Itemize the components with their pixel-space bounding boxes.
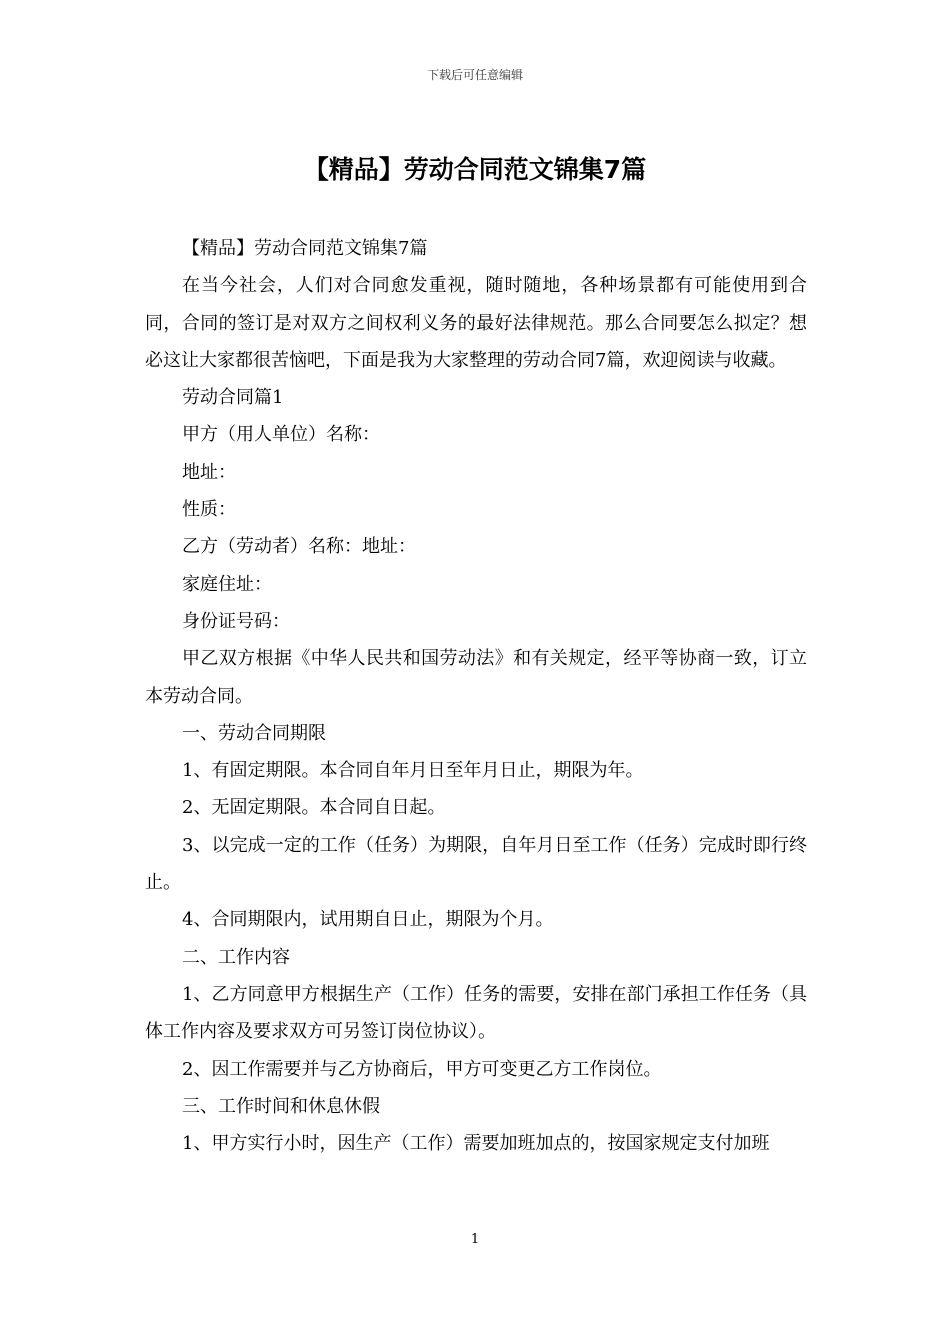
section-heading: 三、工作时间和休息休假 bbox=[182, 1095, 380, 1117]
paragraph: 4、合同期限内，试用期自日止，期限为个月。 bbox=[182, 909, 554, 931]
paragraph: 甲乙双方根据《中华人民共和国劳动法》和有关规定，经平等协商一致，订立本劳动合同。 bbox=[145, 648, 807, 707]
paragraph: 1、甲方实行小时，因生产（工作）需要加班加点的，按国家规定支付加班 bbox=[182, 1133, 770, 1155]
paragraph: 家庭住址： bbox=[182, 573, 272, 595]
paragraph: 甲方（用人单位）名称： bbox=[182, 424, 380, 446]
paragraph: 在当今社会，人们对合同愈发重视，随时随地，各种场景都有可能使用到合同，合同的签订是对双方之间权利义务的最好法律规范。那么合同要怎么拟定？想必这让大家都很苦恼吧，下面是我为大家整理的劳动合同7篇，欢迎阅读与收藏。 bbox=[145, 275, 807, 371]
paragraph: 2、无固定期限。本合同自日起。 bbox=[182, 797, 446, 819]
paragraph: 1、有固定期限。本合同自年月日至年月日止，期限为年。 bbox=[182, 760, 644, 782]
document-title: 【精品】劳动合同范文锦集7篇 bbox=[303, 155, 647, 184]
paragraph: 乙方（劳动者）名称：地址： bbox=[182, 536, 416, 558]
header-note: 下载后可任意编辑 bbox=[426, 68, 523, 82]
paragraph: 3、以完成一定的工作（任务）为期限，自年月日至工作（任务）完成时即行终止。 bbox=[145, 834, 807, 894]
paragraph: 1、乙方同意甲方根据生产（工作）任务的需要，安排在部门承担工作任务（具体工作内容及要求双方可另签订岗位协议）。 bbox=[145, 983, 807, 1043]
paragraph: 2、因工作需要并与乙方协商后，甲方可变更乙方工作岗位。 bbox=[182, 1058, 662, 1080]
document-body bbox=[145, 230, 807, 1162]
paragraph: 【精品】劳动合同范文锦集7篇 bbox=[182, 238, 428, 259]
section-heading: 一、劳动合同期限 bbox=[182, 722, 326, 744]
paragraph: 劳动合同篇1 bbox=[182, 387, 284, 409]
paragraph: 身份证号码： bbox=[182, 610, 290, 632]
paragraph: 性质： bbox=[182, 499, 236, 521]
paragraph: 地址： bbox=[182, 461, 236, 483]
page-number: 1 bbox=[470, 1232, 480, 1247]
section-heading: 二、工作内容 bbox=[182, 946, 290, 968]
